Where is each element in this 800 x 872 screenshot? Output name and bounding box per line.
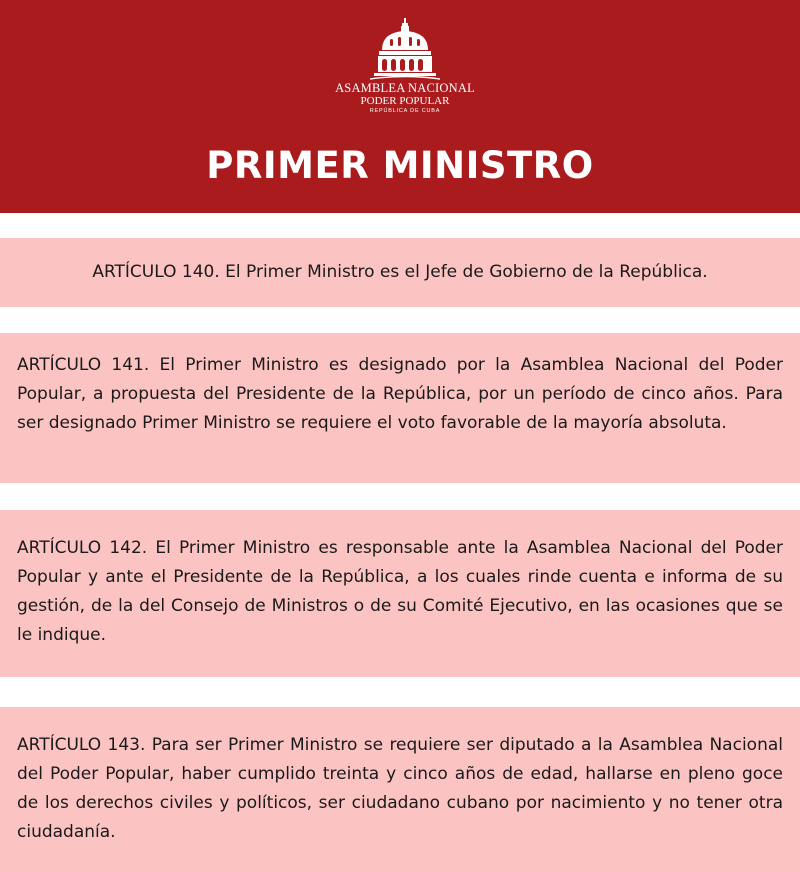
- logo-text-republica: REPÚBLICA DE CUBA: [369, 108, 441, 114]
- article-141-text: ARTÍCULO 141. El Primer Ministro es designado por la Asamblea Nacional del Poder Popular, a propuesta del Presidente de la República, por un período de cinco años. Para ser designado Primer Ministro se requiere el voto favorable de la mayoría absoluta.: [17, 355, 783, 433]
- capitol-dome-icon: [370, 18, 440, 80]
- article-140-block: [0, 238, 800, 307]
- article-140-text: ARTÍCULO 140. El Primer Ministro es el Jefe de Gobierno de la República.: [92, 262, 708, 282]
- header-banner: [0, 0, 800, 213]
- article-143-text: ARTÍCULO 143. Para ser Primer Ministro se requiere ser diputado a la Asamblea Nacional del Poder Popular, haber cumplido treinta y cinco años de edad, hallarse en pleno goce de los derechos civiles y políticos, ser ciudadano cubano por nacimiento y no tener otra ciudadanía.: [17, 735, 783, 842]
- article-141-block: [0, 333, 800, 483]
- page-title: PRIMER MINISTRO: [206, 144, 594, 187]
- article-142-text: ARTÍCULO 142. El Primer Ministro es responsable ante la Asamblea Nacional del Poder Popular y ante el Presidente de la República, a los cuales rinde cuenta e informa de su gestión, de la del Consejo de Ministros o de su Comité Ejecutivo, en las ocasiones que se le indique.: [17, 538, 783, 645]
- article-143-block: [0, 707, 800, 872]
- logo-text-poder-popular: PODER POPULAR: [360, 95, 450, 107]
- logo-text-asamblea: ASAMBLEA NACIONAL: [335, 81, 475, 95]
- asamblea-logo: [330, 18, 480, 128]
- article-142-block: [0, 510, 800, 677]
